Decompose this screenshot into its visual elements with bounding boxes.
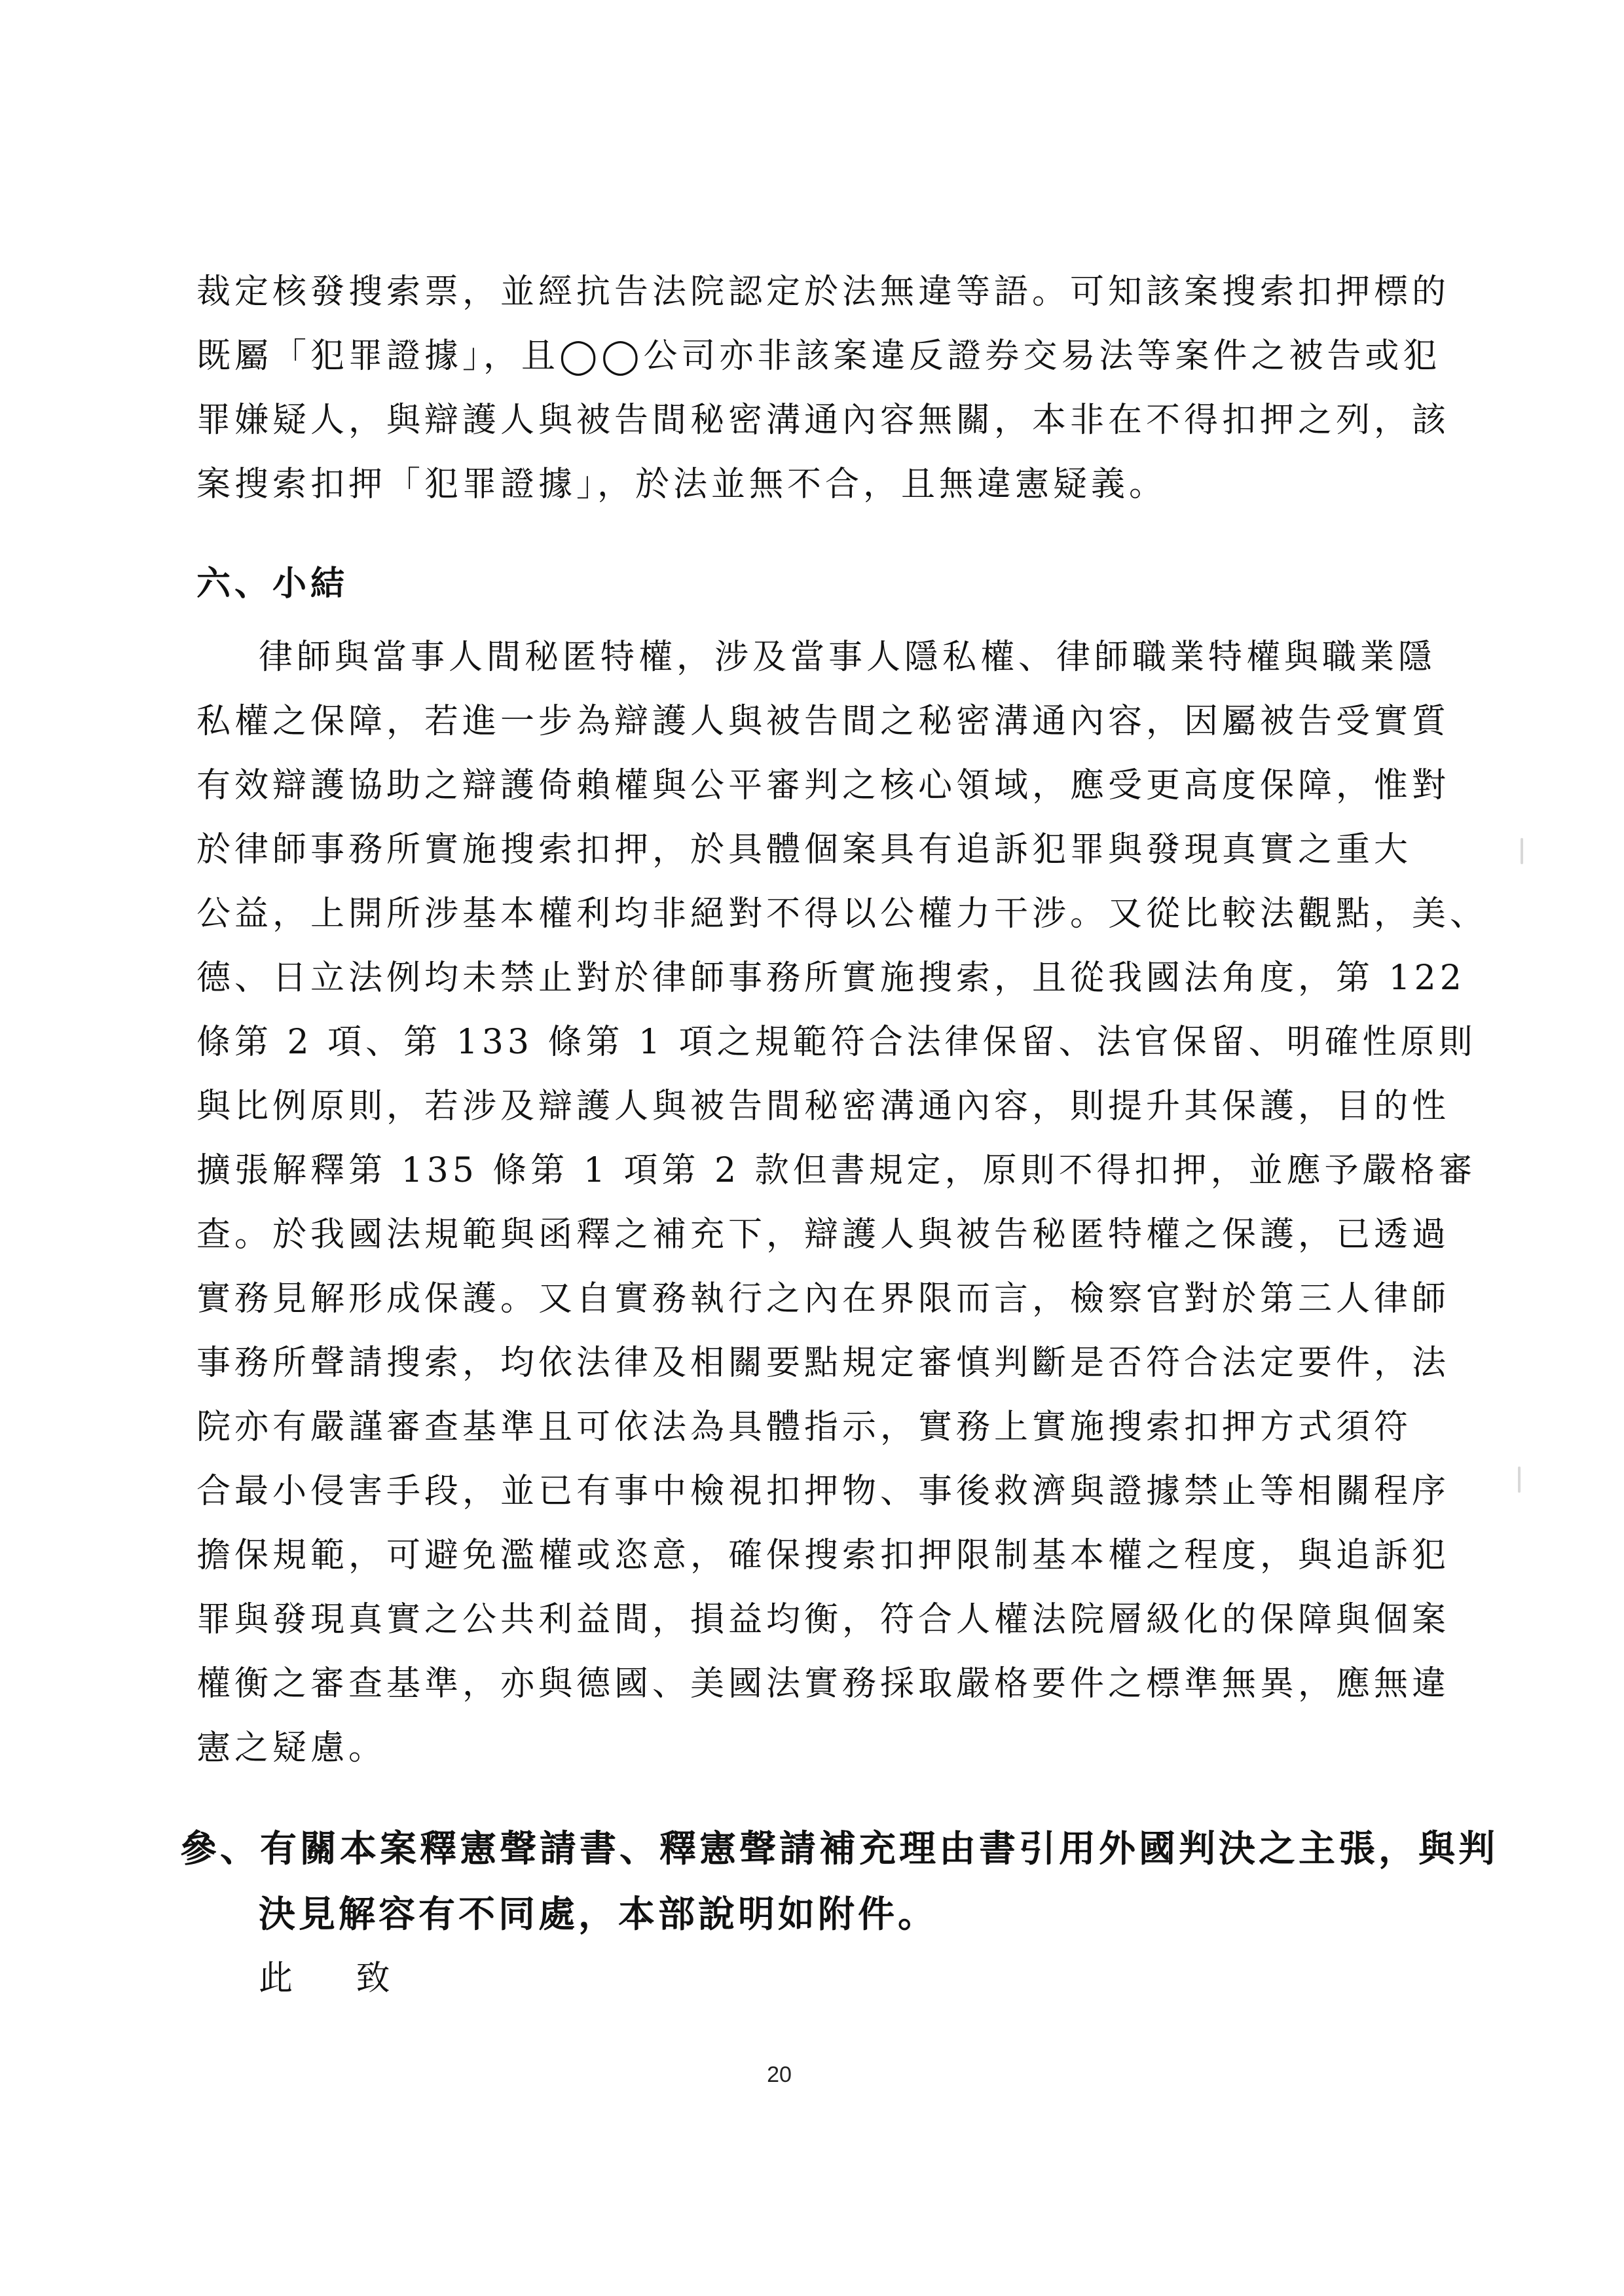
text-line: 權衡之審查基準，亦與德國、美國法實務採取嚴格要件之標準無異，應無違 <box>196 1664 1450 1704</box>
text-line: 德、日立法例均未禁止對於律師事務所實施搜索，且從我國法角度，第 122 <box>196 958 1466 998</box>
text-line: 既屬「犯罪證據」，且◯◯公司亦非該案違反證券交易法等案件之被告或犯 <box>196 337 1441 376</box>
text-line: 院亦有嚴謹審查基準且可依法為具體指示，實務上實施搜索扣押方式須符 <box>196 1408 1412 1447</box>
text-line: 合最小侵害手段，並已有事中檢視扣押物、事後救濟與證據禁止等相關程序 <box>196 1472 1450 1511</box>
scan-speck <box>1521 838 1523 864</box>
text-line: 實務見解形成保護。又自實務執行之內在界限而言，檢察官對於第三人律師 <box>196 1279 1450 1319</box>
section-heading: 參、有關本案釋憲聲請書、釋憲聲請補充理由書引用外國判決之主張，與判 <box>180 1827 1498 1870</box>
text-line: 條第 2 項、第 133 條第 1 項之規範符合法律保留、法官保留、明確性原則 <box>196 1023 1477 1062</box>
text-line: 與比例原則，若涉及辯護人與被告間秘密溝通內容，則提升其保護，目的性 <box>196 1087 1450 1126</box>
text-line: 律師與當事人間秘匿特權，涉及當事人隱私權、律師職業特權與職業隱 <box>259 638 1437 677</box>
scan-speck <box>1518 1467 1521 1493</box>
text-line: 查。於我國法規範與函釋之補充下，辯護人與被告秘匿特權之保護，已透過 <box>196 1215 1450 1254</box>
text-line: 憲之疑慮。 <box>196 1728 387 1768</box>
page-number: 20 <box>767 2062 792 2087</box>
text-line: 案搜索扣押「犯罪證據」，於法並無不合，且無違憲疑義。 <box>196 465 1168 504</box>
text-line: 有效辯護協助之辯護倚賴權與公平審判之核心領域，應受更高度保障，惟對 <box>196 766 1450 805</box>
text-line: 私權之保障，若進一步為辯護人與被告間之秘密溝通內容，因屬被告受實質 <box>196 702 1450 741</box>
section-heading-continuation: 決見解容有不同處，本部說明如附件。 <box>259 1893 938 1936</box>
text-line: 罪嫌疑人，與辯護人與被告間秘密溝通內容無關，本非在不得扣押之列，該 <box>196 401 1450 440</box>
text-line: 於律師事務所實施搜索扣押，於具體個案具有追訴犯罪與發現真實之重大 <box>196 830 1412 869</box>
text-line: 罪與發現真實之公共利益間，損益均衡，符合人權法院層級化的保障與個案 <box>196 1600 1450 1639</box>
closing-salutation: 此 致 <box>259 1959 416 1998</box>
text-line: 公益，上開所涉基本權利均非絕對不得以公權力干涉。又從比較法觀點，美、 <box>196 894 1488 934</box>
text-line: 擔保規範，可避免濫權或恣意，確保搜索扣押限制基本權之程度，與追訴犯 <box>196 1536 1450 1575</box>
text-line: 裁定核發搜索票，並經抗告法院認定於法無違等語。可知該案搜索扣押標的 <box>196 272 1450 312</box>
text-line: 擴張解釋第 135 條第 1 項第 2 款但書規定，原則不得扣押，並應予嚴格審 <box>196 1151 1477 1190</box>
text-line: 事務所聲請搜索，均依法律及相關要點規定審慎判斷是否符合法定要件，法 <box>196 1343 1450 1383</box>
subsection-heading: 六、小結 <box>196 564 349 604</box>
